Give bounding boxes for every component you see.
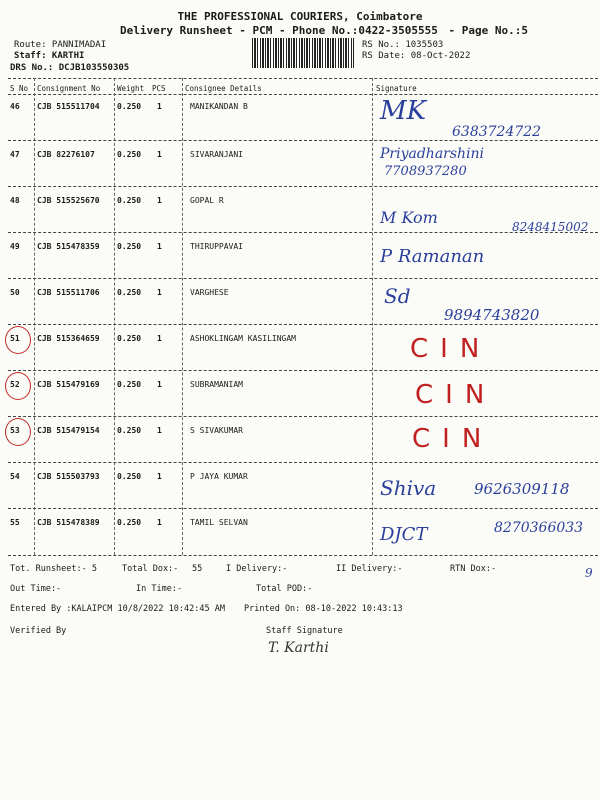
second-delivery: II Delivery:- [336, 564, 403, 574]
row-weight: 0.250 [117, 472, 142, 481]
row-rule [8, 140, 598, 141]
staff-signature-scrawl: T. Karthi [268, 640, 329, 656]
drs-number: DRS No.: DCJB103550305 [10, 63, 130, 73]
row-sno: 50 [10, 288, 20, 297]
row-signature: Sd [384, 284, 411, 308]
row-weight: 0.250 [117, 380, 142, 389]
rtn-dox: RTN Dox:- [450, 564, 497, 574]
row-pcs: 1 [157, 150, 162, 159]
rs-number: RS No.: 1035503 [362, 40, 444, 50]
row-consignee: MANIKANDAN B [190, 102, 248, 111]
printed-on: Printed On: 08-10-2022 10:43:13 [244, 604, 403, 614]
row-sno: 49 [10, 242, 20, 251]
total-dox-value: 55 [192, 564, 203, 574]
runsheet-title [0, 24, 600, 37]
barcode-image [252, 38, 354, 68]
row-pcs: 1 [157, 288, 162, 297]
row-consignee: SUBRAMANIAM [190, 380, 243, 389]
col-header-weight: Weight [117, 84, 145, 93]
row-rule [8, 186, 598, 187]
row-consignee: ASHOKLINGAM KASILINGAM [190, 334, 296, 343]
verified-by: Verified By [10, 626, 67, 636]
row-pcs: 1 [157, 518, 162, 527]
row-rule [8, 278, 598, 279]
col-header-sno: S No [10, 84, 29, 93]
runsheet-title-text: Delivery Runsheet - PCM - Phone No.:0422-3505555 [120, 24, 438, 37]
row-phone: 8270366033 [494, 520, 584, 536]
row-pcs: 1 [157, 426, 162, 435]
row-rule [8, 370, 598, 371]
red-circle-mark [5, 372, 31, 400]
row-weight: 0.250 [117, 426, 142, 435]
table-bottom-rule [8, 555, 598, 556]
row-remark: CIN [412, 424, 494, 454]
route-label: Route: PANNIMADAI [14, 40, 107, 50]
row-phone: 9894743820 [444, 306, 540, 324]
row-sno: 53 [10, 426, 20, 435]
row-signature: M Kom [380, 208, 438, 227]
col-header-consignment: Consignment No [37, 84, 101, 93]
row-consignee: GOPAL R [190, 196, 224, 205]
in-time: In Time:- [136, 584, 183, 594]
row-weight: 0.250 [117, 102, 142, 111]
row-rule [8, 232, 598, 233]
row-phone: 8248415002 [512, 220, 589, 234]
row-consignment: CJB 515503793 [37, 472, 100, 481]
row-sno: 55 [10, 518, 20, 527]
row-phone: 6383724722 [452, 124, 542, 140]
red-circle-mark [5, 326, 31, 354]
col-divider [372, 78, 373, 555]
row-consignee: S SIVAKUMAR [190, 426, 243, 435]
row-consignee: VARGHESE [190, 288, 229, 297]
company-name: THE PROFESSIONAL COURIERS, Coimbatore [177, 10, 423, 23]
out-time: Out Time:- [10, 584, 62, 594]
row-weight: 0.250 [117, 288, 142, 297]
row-pcs: 1 [157, 196, 162, 205]
margin-mark: 9 [585, 566, 593, 580]
row-rule [8, 324, 598, 325]
row-pcs: 1 [157, 472, 162, 481]
row-sno: 51 [10, 334, 20, 343]
row-weight: 0.250 [117, 196, 142, 205]
row-consignment: CJB 515478389 [37, 518, 100, 527]
row-sno: 52 [10, 380, 20, 389]
row-consignment: CJB 82276107 [37, 150, 95, 159]
row-signature: Priyadharshini [380, 146, 485, 162]
first-delivery: I Delivery:- [226, 564, 288, 574]
row-consignment: CJB 515511704 [37, 102, 100, 111]
page-number: - Page No.:5 [448, 24, 528, 37]
row-consignment: CJB 515478359 [37, 242, 100, 251]
red-circle-mark [5, 418, 31, 446]
row-signature: MK [380, 96, 427, 126]
col-divider [34, 78, 35, 555]
row-consignment: CJB 515364659 [37, 334, 100, 343]
total-pod: Total POD:- [256, 584, 313, 594]
row-rule [8, 508, 598, 509]
staff-signature-label: Staff Signature [266, 626, 343, 636]
staff-label: Staff: KARTHI [14, 51, 85, 61]
row-pcs: 1 [157, 334, 162, 343]
row-pcs: 1 [157, 242, 162, 251]
row-consignment: CJB 515525670 [37, 196, 100, 205]
total-runsheet: Tot. Runsheet:- 5 [10, 564, 97, 574]
row-remark: CIN [410, 334, 492, 364]
row-weight: 0.250 [117, 518, 142, 527]
row-weight: 0.250 [117, 242, 142, 251]
rs-date: RS Date: 08-Oct-2022 [362, 51, 471, 61]
table-header-rule [8, 94, 598, 95]
row-phone: 9626309118 [474, 480, 570, 498]
row-weight: 0.250 [117, 150, 142, 159]
row-rule [8, 416, 598, 417]
row-consignee: SIVARANJANI [190, 150, 243, 159]
col-divider [182, 78, 183, 555]
col-header-pcs: PCS [152, 84, 166, 93]
row-remark: CIN [415, 380, 497, 410]
row-consignee: THIRUPPAVAI [190, 242, 243, 251]
col-header-signature: Signature [376, 84, 417, 93]
col-divider [114, 78, 115, 555]
entered-by: Entered By :KALAIPCM 10/8/2022 10:42:45 AM [10, 604, 225, 614]
row-weight: 0.250 [117, 334, 142, 343]
table-top-rule [8, 78, 598, 79]
row-consignee: TAMIL SELVAN [190, 518, 248, 527]
row-consignment: CJB 515511706 [37, 288, 100, 297]
row-sno: 47 [10, 150, 20, 159]
row-signature: P Ramanan [380, 246, 485, 267]
row-pcs: 1 [157, 380, 162, 389]
total-dox-label: Total Dox:- [122, 564, 179, 574]
row-rule [8, 462, 598, 463]
row-signature: Shiva [380, 476, 437, 500]
row-sno: 48 [10, 196, 20, 205]
col-header-consignee: Consignee Details [185, 84, 262, 93]
row-consignment: CJB 515479154 [37, 426, 100, 435]
row-consignee: P JAYA KUMAR [190, 472, 248, 481]
row-consignment: CJB 515479169 [37, 380, 100, 389]
row-phone: 7708937280 [384, 164, 467, 179]
row-sno: 46 [10, 102, 20, 111]
row-sno: 54 [10, 472, 20, 481]
row-signature: DJCT [380, 524, 428, 545]
row-pcs: 1 [157, 102, 162, 111]
